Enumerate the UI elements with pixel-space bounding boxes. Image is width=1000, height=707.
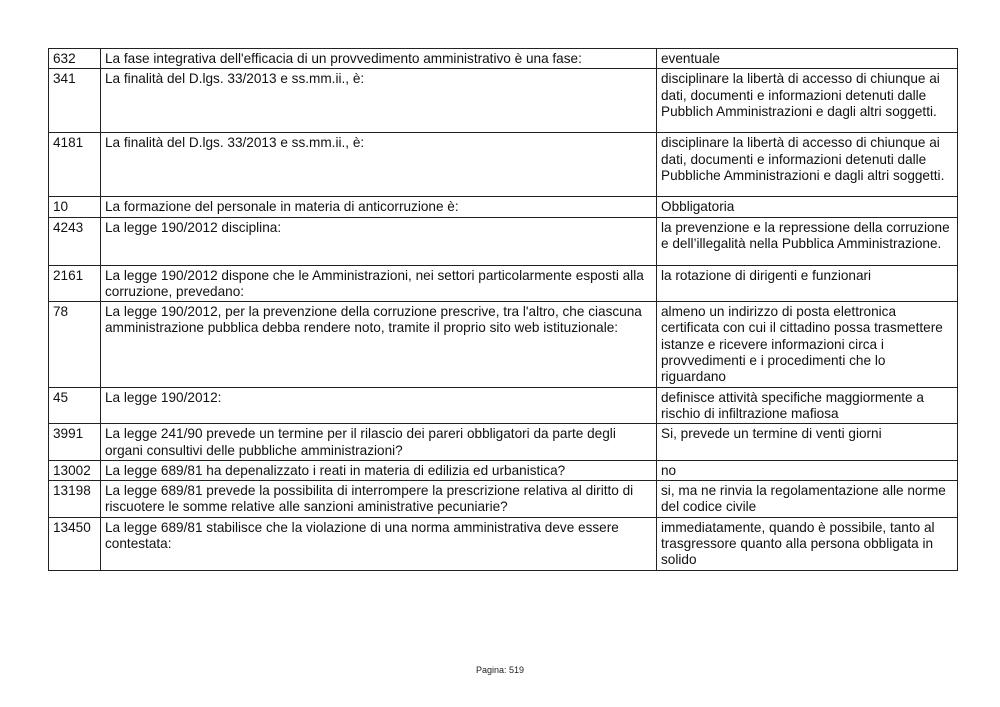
- answer-cell: definisce attività specifiche maggiormente a rischio di infiltrazione mafiosa: [657, 387, 958, 424]
- answer-cell: eventuale: [657, 49, 958, 69]
- table-row: [49, 133, 958, 197]
- question-cell: La fase integrativa dell'efficacia di un provvedimento amministrativo è una fase:: [101, 49, 657, 69]
- answer-cell: Si, prevede un termine di venti giorni: [657, 424, 958, 461]
- answer-cell: si, ma ne rinvia la regolamentazione alle norme del codice civile: [657, 481, 958, 518]
- question-id-cell: 13002: [49, 460, 101, 480]
- qa-table-body: [49, 49, 958, 571]
- question-cell: La legge 190/2012 dispone che le Amministrazioni, nei settori particolarmente esposti alla corruzione, prevedano:: [101, 265, 657, 302]
- table-row: [49, 49, 958, 69]
- question-cell: La legge 689/81 stabilisce che la violazione di una norma amministrativa deve essere contestata:: [101, 517, 657, 570]
- question-cell: La legge 190/2012 disciplina:: [101, 217, 657, 265]
- answer-cell: no: [657, 460, 958, 480]
- question-id-cell: 13450: [49, 517, 101, 570]
- table-row: [49, 460, 958, 480]
- question-id-cell: 78: [49, 302, 101, 387]
- page-footer: [0, 665, 1000, 675]
- question-id-cell: 10: [49, 197, 101, 217]
- question-cell: La formazione del personale in materia di anticorruzione è:: [101, 197, 657, 217]
- table-row: [49, 197, 958, 217]
- question-id-cell: 3991: [49, 424, 101, 461]
- answer-cell: disciplinare la libertà di accesso di chiunque ai dati, documenti e informazioni detenuti dalle Pubblich Amministrazioni e dagli altri soggetti.: [657, 69, 958, 133]
- question-cell: La legge 689/81 ha depenalizzato i reati in materia di edilizia ed urbanistica?: [101, 460, 657, 480]
- answer-cell: la prevenzione e la repressione della corruzione e dell’illegalità nella Pubblica Amministrazione.: [657, 217, 958, 265]
- table-row: [49, 517, 958, 570]
- table-row: [49, 481, 958, 518]
- question-cell: La legge 241/90 prevede un termine per il rilascio dei pareri obbligatori da parte degli organi consultivi delle pubbliche amministrazioni?: [101, 424, 657, 461]
- table-row: [49, 69, 958, 133]
- table-row: [49, 265, 958, 302]
- question-id-cell: 2161: [49, 265, 101, 302]
- question-cell: La legge 190/2012, per la prevenzione della corruzione prescrive, tra l'altro, che ciascuna amministrazione pubblica debba rendere noto, tramite il proprio sito web istituzionale:: [101, 302, 657, 387]
- answer-cell: disciplinare la libertà di accesso di chiunque ai dati, documenti e informazioni detenuti dalle Pubbliche Amministrazioni e dagli altri soggetti.: [657, 133, 958, 197]
- question-cell: La legge 689/81 prevede la possibilita di interrompere la prescrizione relativa al diritto di riscuotere le somme relative alle sanzioni aministrative pecuniarie?: [101, 481, 657, 518]
- answer-cell: immediatamente, quando è possibile, tanto al trasgressore quanto alla persona obbligata in solido: [657, 517, 958, 570]
- question-id-cell: 45: [49, 387, 101, 424]
- question-id-cell: 341: [49, 69, 101, 133]
- question-cell: La finalità del D.lgs. 33/2013 e ss.mm.ii., è:: [101, 69, 657, 133]
- page-number: Pagina: 519: [475, 665, 525, 675]
- table-row: [49, 302, 958, 387]
- table-row: [49, 424, 958, 461]
- question-id-cell: 4243: [49, 217, 101, 265]
- table-row: [49, 387, 958, 424]
- qa-table: [48, 48, 958, 571]
- answer-cell: Obbligatoria: [657, 197, 958, 217]
- question-cell: La finalità del D.lgs. 33/2013 e ss.mm.ii., è:: [101, 133, 657, 197]
- question-cell: La legge 190/2012:: [101, 387, 657, 424]
- question-id-cell: 13198: [49, 481, 101, 518]
- answer-cell: la rotazione di dirigenti e funzionari: [657, 265, 958, 302]
- answer-cell: almeno un indirizzo di posta elettronica certificata con cui il cittadino possa trasmettere istanze e ricevere informazioni circa i provvedimenti e i procedimenti che lo riguardano: [657, 302, 958, 387]
- table-row: [49, 217, 958, 265]
- question-id-cell: 632: [49, 49, 101, 69]
- question-id-cell: 4181: [49, 133, 101, 197]
